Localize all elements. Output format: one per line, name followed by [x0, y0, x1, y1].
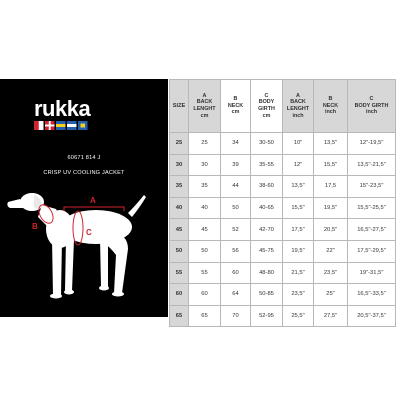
flag-white-blue-icon: [67, 121, 77, 130]
back-length-cm-cell: 65: [189, 305, 221, 327]
back-length-cm-cell: 40: [189, 197, 221, 219]
neck-inch-cell: 17,5: [314, 176, 348, 198]
table-header-row: [170, 80, 396, 133]
neck-cm-cell: 34: [221, 133, 251, 155]
back-length-cm-cell: 50: [189, 240, 221, 262]
size-cell: 30: [170, 154, 189, 176]
body-girth-cm-cell: 40-65: [251, 197, 283, 219]
body-girth-inch-cell: 17,5"-29,5": [348, 240, 396, 262]
body-girth-inch-cell: 12"-19,5": [348, 133, 396, 155]
product-name: CRISP UV COOLING JACKET: [43, 170, 125, 176]
neck-inch-cell: 25": [314, 284, 348, 306]
dog-measurement-diagram: [4, 187, 164, 315]
header-body-girth-cm: C BODY GIRTH cm: [251, 80, 283, 133]
size-chart-table: [169, 79, 396, 327]
back-length-cm-cell: 35: [189, 176, 221, 198]
neck-cm-cell: 44: [221, 176, 251, 198]
back-length-inch-cell: 21,5": [283, 262, 314, 284]
body-girth-inch-cell: 16,5"-33,5": [348, 284, 396, 306]
back-length-inch-cell: 12": [283, 154, 314, 176]
back-length-cm-cell: 55: [189, 262, 221, 284]
back-length-inch-cell: 25,5": [283, 305, 314, 327]
label-c: C: [86, 228, 92, 237]
header-back-length-inch: A BACK LENGHT inch: [283, 80, 314, 133]
body-girth-inch-cell: 13,5"-21,5": [348, 154, 396, 176]
body-girth-cm-cell: 30-50: [251, 133, 283, 155]
header-back-length-cm: A BACK LENGHT cm: [189, 80, 221, 133]
neck-inch-cell: 22": [314, 240, 348, 262]
neck-cm-cell: 39: [221, 154, 251, 176]
body-girth-cm-cell: 48-80: [251, 262, 283, 284]
neck-inch-cell: 20,5": [314, 219, 348, 241]
flag-blue-yellow-icon: [56, 121, 66, 130]
label-b: B: [32, 222, 38, 231]
neck-inch-cell: 27,5": [314, 305, 348, 327]
table-row: [170, 284, 396, 306]
back-length-inch-cell: 19,5": [283, 240, 314, 262]
flag-blue-icon: [78, 121, 88, 130]
body-girth-inch-cell: 20,5"-37,5": [348, 305, 396, 327]
back-length-inch-cell: 23,5": [283, 284, 314, 306]
neck-cm-cell: 64: [221, 284, 251, 306]
neck-inch-cell: 13,5": [314, 133, 348, 155]
body-girth-cm-cell: 38-60: [251, 176, 283, 198]
back-length-inch-cell: 15,5": [283, 197, 314, 219]
size-cell: 55: [170, 262, 189, 284]
neck-inch-cell: 15,5": [314, 154, 348, 176]
neck-inch-cell: 23,5": [314, 262, 348, 284]
table-row: [170, 240, 396, 262]
body-girth-inch-cell: 16,5"-27,5": [348, 219, 396, 241]
size-cell: 45: [170, 219, 189, 241]
header-neck-cm: B NECK cm: [221, 80, 251, 133]
table-row: [170, 154, 396, 176]
size-cell: 50: [170, 240, 189, 262]
size-cell: 25: [170, 133, 189, 155]
body-girth-cm-cell: 42-70: [251, 219, 283, 241]
size-cell: 35: [170, 176, 189, 198]
size-cell: 65: [170, 305, 189, 327]
table-row: [170, 219, 396, 241]
header-body-girth-inch: C BODY GIRTH inch: [348, 80, 396, 133]
flag-red-cross-icon: [45, 121, 55, 130]
body-girth-inch-cell: 15,5"-25,5": [348, 197, 396, 219]
dog-silhouette-icon: [7, 193, 146, 299]
table-row: [170, 262, 396, 284]
body-girth-cm-cell: 52-95: [251, 305, 283, 327]
back-length-inch-cell: 17,5": [283, 219, 314, 241]
size-cell: 60: [170, 284, 189, 306]
table-row: [170, 305, 396, 327]
neck-inch-cell: 19,5": [314, 197, 348, 219]
back-length-cm-cell: 25: [189, 133, 221, 155]
header-neck-inch: B NECK inch: [314, 80, 348, 133]
back-length-cm-cell: 60: [189, 284, 221, 306]
neck-cm-cell: 70: [221, 305, 251, 327]
brand-panel: [0, 79, 168, 317]
brand-logo: rukka: [34, 96, 91, 121]
header-size: SIZE: [170, 80, 189, 133]
body-girth-cm-cell: 45-75: [251, 240, 283, 262]
back-length-inch-cell: 10": [283, 133, 314, 155]
table-row: [170, 176, 396, 198]
body-girth-cm-cell: 35-55: [251, 154, 283, 176]
signal-flags-logo: [34, 121, 88, 130]
size-cell: 40: [170, 197, 189, 219]
neck-cm-cell: 56: [221, 240, 251, 262]
neck-cm-cell: 60: [221, 262, 251, 284]
label-a: A: [90, 196, 96, 205]
neck-cm-cell: 52: [221, 219, 251, 241]
flag-red-white-icon: [34, 121, 44, 130]
body-girth-inch-cell: 19"-31,5": [348, 262, 396, 284]
body-girth-inch-cell: 15"-23,5": [348, 176, 396, 198]
table-row: [170, 133, 396, 155]
back-length-cm-cell: 45: [189, 219, 221, 241]
table-row: [170, 197, 396, 219]
back-length-inch-cell: 13,5": [283, 176, 314, 198]
neck-cm-cell: 50: [221, 197, 251, 219]
product-code: 60671 814 J: [67, 155, 101, 161]
body-girth-cm-cell: 50-85: [251, 284, 283, 306]
back-length-cm-cell: 30: [189, 154, 221, 176]
